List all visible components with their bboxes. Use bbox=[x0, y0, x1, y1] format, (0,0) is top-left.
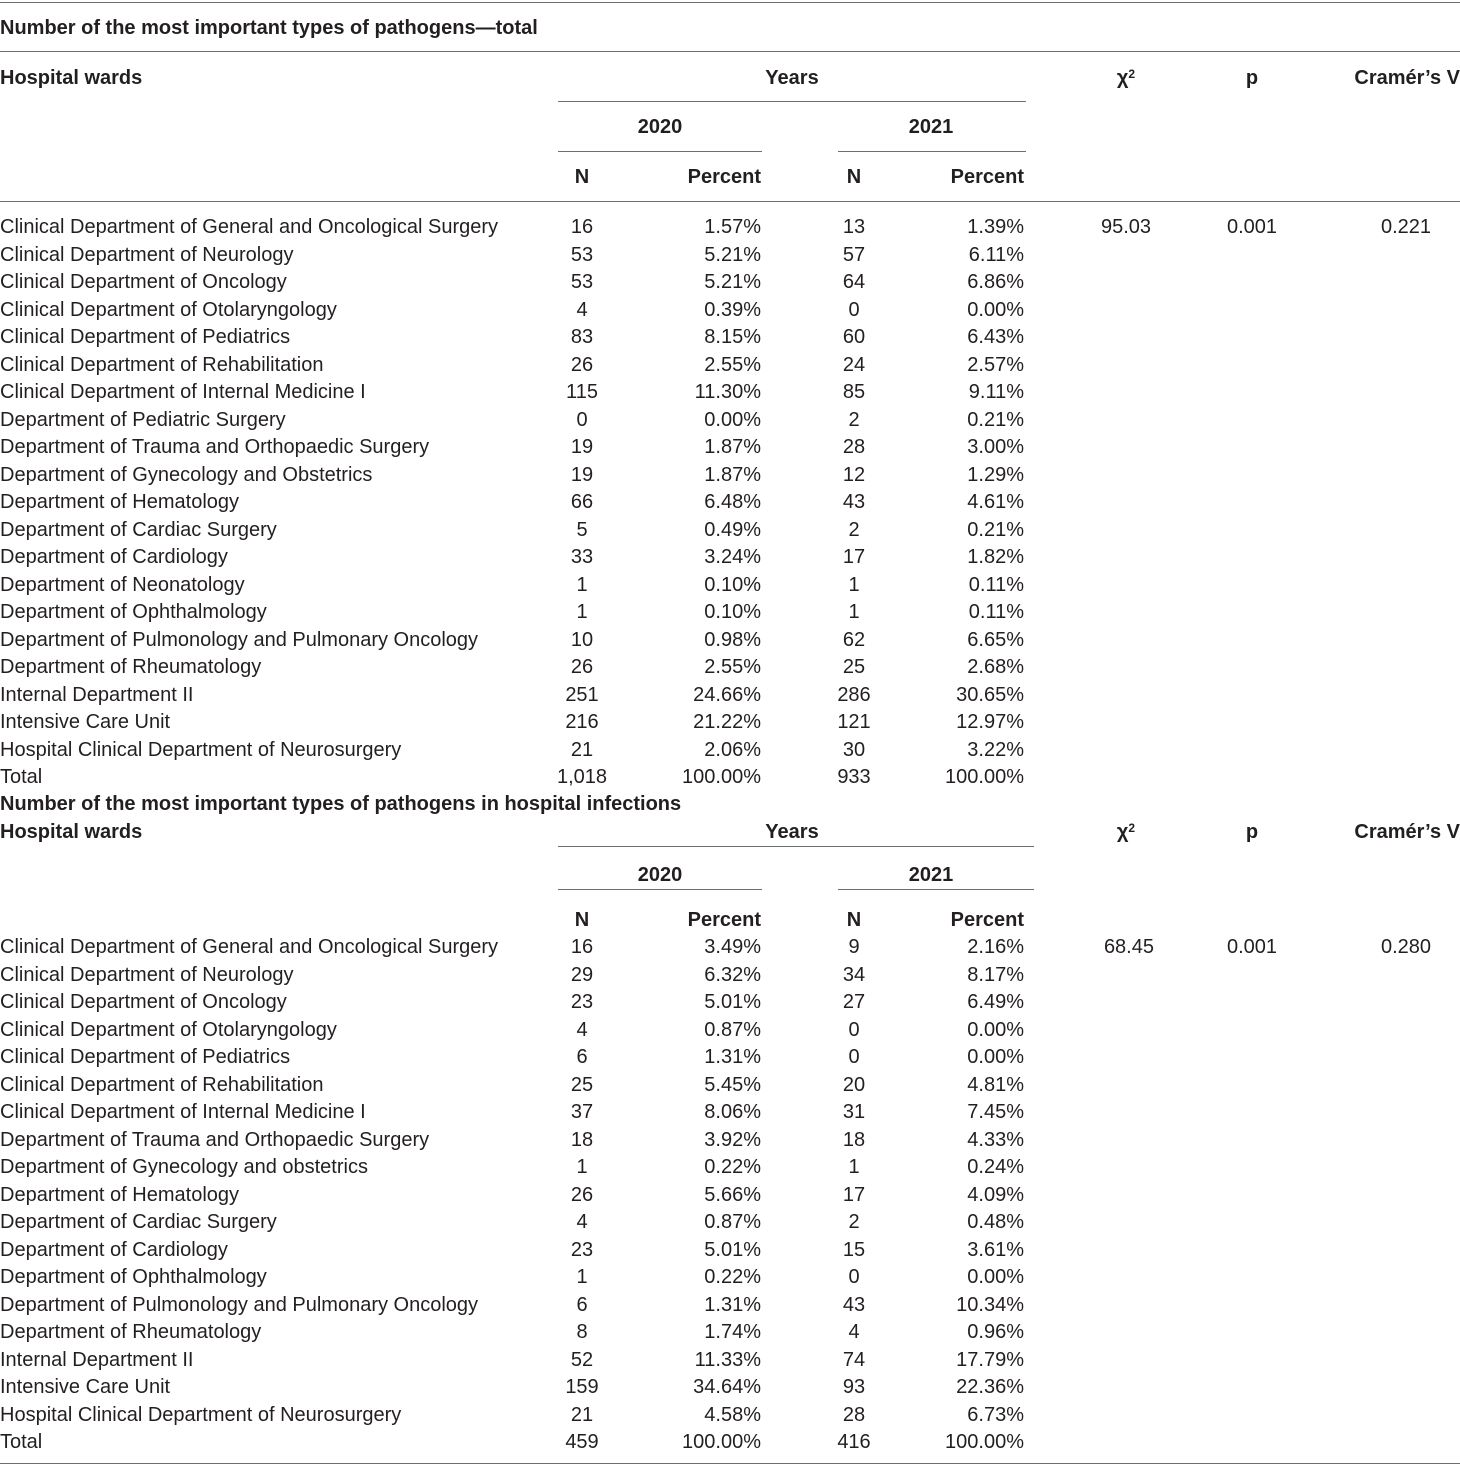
section-rule bbox=[0, 51, 1460, 52]
header-year-2020: 2020 bbox=[637, 864, 683, 886]
ward-name: Department of Pediatric Surgery bbox=[0, 408, 286, 431]
percent-2021: 8.17% bbox=[967, 963, 1024, 986]
n-2021: 1 bbox=[848, 573, 860, 596]
percent-2020: 1.31% bbox=[704, 1046, 761, 1068]
percent-2020: 5.66% bbox=[704, 1183, 761, 1206]
n-2021: 0 bbox=[848, 1266, 860, 1288]
percent-2021: 4.81% bbox=[967, 1073, 1024, 1096]
header-cramers-v: Cramér’s V bbox=[1354, 821, 1460, 843]
ward-name: Total bbox=[0, 766, 43, 788]
ward-name: Department of Hematology bbox=[0, 1183, 240, 1206]
percent-2020: 11.30% bbox=[694, 381, 761, 403]
header-years: Years bbox=[765, 67, 819, 89]
percent-2020: 0.10% bbox=[704, 601, 761, 623]
ward-name: Clinical Department of Internal Medicine I bbox=[0, 1101, 366, 1123]
n-2020: 216 bbox=[565, 711, 599, 733]
table-row bbox=[0, 710, 1460, 734]
n-2020: 1,018 bbox=[556, 766, 608, 788]
table-row bbox=[0, 545, 1460, 569]
percent-2021: 0.00% bbox=[967, 298, 1024, 321]
percent-2020: 2.55% bbox=[704, 656, 761, 678]
n-2021: 85 bbox=[842, 381, 866, 403]
p-value: 0.001 bbox=[1226, 936, 1278, 958]
n-2020: 4 bbox=[576, 298, 588, 321]
ward-name: Clinical Department of Pediatrics bbox=[0, 1046, 291, 1068]
ward-name: Clinical Department of Otolaryngology bbox=[0, 1018, 337, 1041]
ward-name: Department of Pulmonology and Pulmonary Oncology bbox=[0, 1293, 479, 1316]
ward-name: Internal Department II bbox=[0, 683, 194, 706]
ward-name: Department of Hematology bbox=[0, 491, 240, 513]
n-2020: 16 bbox=[570, 216, 594, 238]
percent-2021: 6.49% bbox=[967, 991, 1024, 1013]
n-2020: 83 bbox=[570, 326, 594, 348]
percent-2021: 7.45% bbox=[967, 1101, 1024, 1123]
n-2020: 33 bbox=[570, 546, 594, 568]
table-row bbox=[0, 628, 1460, 652]
header-chi-square: $\chi^2$ bbox=[1116, 67, 1136, 89]
percent-2021: 9.11% bbox=[968, 381, 1024, 403]
table-row bbox=[0, 490, 1460, 514]
percent-2021: 6.65% bbox=[967, 628, 1024, 651]
chi-square-value: 95.03 bbox=[1100, 216, 1152, 238]
percent-2020: 1.57% bbox=[704, 216, 761, 238]
total-row bbox=[0, 765, 1460, 789]
n-2020: 26 bbox=[570, 1183, 594, 1206]
percent-2021: 4.61% bbox=[967, 491, 1024, 513]
table-row bbox=[0, 1183, 1460, 1207]
year-2021-rule bbox=[838, 889, 1034, 890]
percent-2020: 100.00% bbox=[682, 766, 761, 788]
table-row bbox=[0, 1348, 1460, 1372]
total-row bbox=[0, 1430, 1460, 1454]
percent-2021: 0.24% bbox=[967, 1156, 1024, 1178]
percent-2020: 6.48% bbox=[704, 491, 761, 513]
year-2020-rule bbox=[558, 889, 762, 890]
table-row bbox=[0, 600, 1460, 624]
n-2020: 37 bbox=[570, 1101, 594, 1123]
p-value: 0.001 bbox=[1226, 216, 1278, 238]
ward-name: Department of Pulmonology and Pulmonary Oncology bbox=[0, 628, 479, 651]
n-2020: 1 bbox=[576, 1156, 588, 1178]
n-2021: 0 bbox=[848, 1046, 860, 1068]
percent-2020: 0.00% bbox=[704, 408, 761, 431]
n-2020: 4 bbox=[576, 1018, 588, 1041]
n-2021: 25 bbox=[842, 656, 866, 678]
n-2020: 251 bbox=[565, 683, 599, 706]
n-2021: 9 bbox=[848, 936, 860, 958]
n-2021: 13 bbox=[842, 216, 866, 238]
table-row bbox=[0, 1045, 1460, 1069]
table-row bbox=[0, 1293, 1460, 1317]
table-row bbox=[0, 1238, 1460, 1262]
n-2021: 20 bbox=[842, 1073, 866, 1096]
table-row bbox=[0, 573, 1460, 597]
percent-2021: 1.29% bbox=[967, 463, 1024, 486]
header-p: p bbox=[1245, 821, 1259, 843]
table-row bbox=[0, 1018, 1460, 1042]
ward-name: Intensive Care Unit bbox=[0, 1376, 171, 1398]
n-2020: 25 bbox=[570, 1073, 594, 1096]
percent-2021: 1.82% bbox=[967, 546, 1024, 568]
percent-2020: 0.39% bbox=[704, 298, 761, 321]
header-n-2021: N bbox=[846, 909, 862, 931]
n-2021: 286 bbox=[837, 683, 871, 706]
ward-name: Hospital Clinical Department of Neurosurgery bbox=[0, 738, 402, 761]
percent-2020: 0.87% bbox=[704, 1018, 761, 1041]
percent-2020: 2.55% bbox=[704, 353, 761, 376]
n-2020: 53 bbox=[570, 243, 594, 266]
percent-2020: 100.00% bbox=[682, 1431, 761, 1453]
table-row bbox=[0, 963, 1460, 987]
percent-2020: 1.87% bbox=[704, 436, 761, 458]
percent-2021: 4.09% bbox=[967, 1183, 1024, 1206]
percent-2020: 3.92% bbox=[704, 1128, 761, 1151]
n-2021: 31 bbox=[842, 1101, 866, 1123]
table-row bbox=[0, 298, 1460, 322]
percent-2021: 4.33% bbox=[967, 1128, 1024, 1151]
ward-name: Clinical Department of Pediatrics bbox=[0, 326, 291, 348]
n-2021: 933 bbox=[837, 766, 871, 788]
table-row bbox=[0, 518, 1460, 542]
header-n-2020: N bbox=[574, 166, 590, 188]
percent-2021: 6.43% bbox=[967, 326, 1024, 348]
n-2021: 0 bbox=[848, 1018, 860, 1041]
table-row bbox=[0, 935, 1460, 959]
percent-2021: 0.00% bbox=[967, 1018, 1024, 1041]
n-2020: 21 bbox=[570, 1403, 594, 1426]
percent-2020: 1.31% bbox=[704, 1293, 761, 1316]
years-rule bbox=[558, 846, 1034, 847]
header-percent-2021: Percent bbox=[950, 166, 1024, 188]
n-2020: 459 bbox=[565, 1431, 599, 1453]
ward-name: Department of Cardiac Surgery bbox=[0, 1211, 277, 1233]
section-title-total: Number of the most important types of pathogens—total bbox=[0, 17, 538, 39]
percent-2020: 1.74% bbox=[704, 1321, 761, 1343]
n-2021: 12 bbox=[842, 463, 866, 486]
n-2020: 66 bbox=[570, 491, 594, 513]
table-row bbox=[0, 1375, 1460, 1399]
table-row bbox=[0, 1265, 1460, 1289]
n-2021: 60 bbox=[842, 326, 866, 348]
ward-name: Department of Neonatology bbox=[0, 573, 245, 596]
n-2021: 93 bbox=[842, 1376, 866, 1398]
percent-2020: 2.06% bbox=[704, 738, 761, 761]
header-year-2020: 2020 bbox=[637, 116, 683, 138]
n-2020: 1 bbox=[576, 1266, 588, 1288]
percent-2020: 4.58% bbox=[704, 1403, 761, 1426]
n-2020: 23 bbox=[570, 1238, 594, 1261]
n-2021: 24 bbox=[842, 353, 866, 376]
ward-name: Clinical Department of Oncology bbox=[0, 991, 287, 1013]
ward-name: Clinical Department of Internal Medicine I bbox=[0, 381, 366, 403]
percent-2021: 6.11% bbox=[968, 243, 1024, 266]
ward-name: Clinical Department of Rehabilitation bbox=[0, 1073, 324, 1096]
header-chi-square: $\chi^2$ bbox=[1116, 821, 1136, 843]
n-2021: 17 bbox=[842, 1183, 866, 1206]
percent-2021: 1.39% bbox=[967, 216, 1024, 238]
n-2021: 2 bbox=[848, 518, 860, 541]
n-2021: 43 bbox=[842, 491, 866, 513]
n-2020: 8 bbox=[576, 1321, 588, 1343]
table-top-rule bbox=[0, 2, 1460, 3]
n-2020: 0 bbox=[576, 408, 588, 431]
n-2020: 29 bbox=[570, 963, 594, 986]
percent-2020: 8.15% bbox=[704, 326, 761, 348]
n-2021: 57 bbox=[842, 243, 866, 266]
n-2021: 28 bbox=[842, 1403, 866, 1426]
n-2021: 64 bbox=[842, 271, 866, 293]
percent-2021: 2.16% bbox=[967, 936, 1024, 958]
percent-2021: 0.21% bbox=[967, 408, 1024, 431]
n-2020: 159 bbox=[565, 1376, 599, 1398]
n-2020: 1 bbox=[576, 573, 588, 596]
n-2020: 53 bbox=[570, 271, 594, 293]
table-row bbox=[0, 1128, 1460, 1152]
percent-2021: 0.21% bbox=[967, 518, 1024, 541]
header-hospital-wards: Hospital wards bbox=[0, 67, 143, 89]
n-2020: 4 bbox=[576, 1211, 588, 1233]
table-row bbox=[0, 1320, 1460, 1344]
n-2021: 1 bbox=[848, 601, 860, 623]
n-2020: 115 bbox=[566, 381, 598, 403]
percent-2020: 8.06% bbox=[704, 1101, 761, 1123]
percent-2020: 5.45% bbox=[704, 1073, 761, 1096]
table-row bbox=[0, 655, 1460, 679]
ward-name: Department of Cardiology bbox=[0, 546, 228, 568]
cramers-v-value: 0.280 bbox=[1380, 936, 1432, 958]
n-2020: 5 bbox=[576, 518, 588, 541]
ward-name: Clinical Department of Rehabilitation bbox=[0, 353, 324, 376]
percent-2021: 17.79% bbox=[956, 1348, 1024, 1371]
header-n-2020: N bbox=[574, 909, 590, 931]
percent-2020: 1.87% bbox=[704, 463, 761, 486]
percent-2021: 6.73% bbox=[967, 1403, 1024, 1426]
years-rule bbox=[558, 101, 1026, 102]
percent-2020: 0.22% bbox=[704, 1266, 761, 1288]
table-row bbox=[0, 325, 1460, 349]
n-2020: 21 bbox=[570, 738, 594, 761]
percent-2021: 10.34% bbox=[956, 1293, 1024, 1316]
percent-2020: 0.49% bbox=[704, 518, 761, 541]
percent-2020: 11.33% bbox=[694, 1348, 761, 1371]
header-bottom-rule bbox=[0, 201, 1460, 202]
table-row bbox=[0, 243, 1460, 267]
n-2020: 19 bbox=[570, 463, 594, 486]
percent-2021: 0.00% bbox=[967, 1266, 1024, 1288]
table-row bbox=[0, 1155, 1460, 1179]
header-year-2021: 2021 bbox=[908, 116, 954, 138]
percent-2021: 0.11% bbox=[968, 601, 1024, 623]
table-bottom-rule bbox=[0, 1463, 1460, 1464]
header-percent-2020: Percent bbox=[687, 166, 761, 188]
percent-2020: 0.87% bbox=[704, 1211, 761, 1233]
n-2021: 34 bbox=[842, 963, 866, 986]
n-2021: 30 bbox=[842, 738, 866, 761]
ward-name: Department of Cardiology bbox=[0, 1238, 228, 1261]
percent-2021: 0.11% bbox=[968, 573, 1024, 596]
ward-name: Department of Trauma and Orthopaedic Surgery bbox=[0, 436, 430, 458]
n-2021: 18 bbox=[842, 1128, 866, 1151]
percent-2021: 3.61% bbox=[967, 1238, 1024, 1261]
percent-2020: 0.98% bbox=[704, 628, 761, 651]
n-2020: 26 bbox=[570, 353, 594, 376]
table-row bbox=[0, 1403, 1460, 1427]
ward-name: Department of Rheumatology bbox=[0, 656, 262, 678]
table-row bbox=[0, 408, 1460, 432]
n-2021: 4 bbox=[848, 1321, 860, 1343]
n-2020: 26 bbox=[570, 656, 594, 678]
ward-name: Intensive Care Unit bbox=[0, 711, 171, 733]
percent-2020: 24.66% bbox=[693, 683, 761, 706]
table-row bbox=[0, 435, 1460, 459]
table-row bbox=[0, 738, 1460, 762]
n-2020: 6 bbox=[576, 1046, 588, 1068]
header-hospital-wards: Hospital wards bbox=[0, 821, 143, 843]
n-2020: 23 bbox=[570, 991, 594, 1013]
header-year-2021: 2021 bbox=[908, 864, 954, 886]
ward-name: Department of Ophthalmology bbox=[0, 1266, 267, 1288]
n-2020: 52 bbox=[570, 1348, 594, 1371]
ward-name: Department of Cardiac Surgery bbox=[0, 518, 277, 541]
n-2021: 416 bbox=[837, 1431, 871, 1453]
n-2020: 19 bbox=[570, 436, 594, 458]
percent-2020: 3.24% bbox=[704, 546, 761, 568]
ward-name: Clinical Department of Neurology bbox=[0, 963, 294, 986]
ward-name: Clinical Department of Otolaryngology bbox=[0, 298, 337, 321]
ward-name: Department of Gynecology and obstetrics bbox=[0, 1156, 368, 1178]
chi-square-value: 68.45 bbox=[1103, 936, 1154, 958]
percent-2020: 5.21% bbox=[704, 243, 761, 266]
ward-name: Internal Department II bbox=[0, 1348, 194, 1371]
percent-2020: 21.22% bbox=[693, 711, 761, 733]
header-percent-2021: Percent bbox=[950, 909, 1024, 931]
n-2020: 16 bbox=[570, 936, 594, 958]
table-row bbox=[0, 215, 1460, 239]
n-2021: 0 bbox=[848, 298, 860, 321]
ward-name: Clinical Department of General and Oncological Surgery bbox=[0, 936, 499, 958]
table-row bbox=[0, 1073, 1460, 1097]
table-row bbox=[0, 270, 1460, 294]
percent-2020: 6.32% bbox=[704, 963, 761, 986]
ward-name: Department of Ophthalmology bbox=[0, 601, 267, 623]
header-percent-2020: Percent bbox=[687, 909, 761, 931]
header-cramers-v: Cramér’s V bbox=[1354, 67, 1460, 89]
ward-name: Department of Gynecology and Obstetrics bbox=[0, 463, 373, 486]
percent-2021: 2.68% bbox=[967, 656, 1024, 678]
n-2021: 17 bbox=[842, 546, 866, 568]
percent-2021: 0.96% bbox=[967, 1321, 1024, 1343]
table-row bbox=[0, 683, 1460, 707]
table-row bbox=[0, 463, 1460, 487]
percent-2020: 34.64% bbox=[693, 1376, 761, 1398]
n-2020: 18 bbox=[570, 1128, 594, 1151]
percent-2021: 2.57% bbox=[967, 353, 1024, 376]
n-2021: 28 bbox=[842, 436, 866, 458]
ward-name: Clinical Department of General and Oncological Surgery bbox=[0, 216, 499, 238]
header-n-2021: N bbox=[846, 166, 862, 188]
n-2021: 74 bbox=[842, 1348, 866, 1371]
header-years: Years bbox=[765, 821, 819, 843]
table-row bbox=[0, 1100, 1460, 1124]
cramers-v-value: 0.221 bbox=[1380, 216, 1432, 238]
n-2021: 121 bbox=[837, 711, 871, 733]
percent-2021: 3.22% bbox=[967, 738, 1024, 761]
ward-name: Clinical Department of Oncology bbox=[0, 271, 287, 293]
n-2021: 2 bbox=[848, 1211, 860, 1233]
n-2021: 62 bbox=[842, 628, 866, 651]
percent-2020: 5.01% bbox=[704, 1238, 761, 1261]
n-2020: 10 bbox=[570, 628, 594, 651]
ward-name: Department of Rheumatology bbox=[0, 1321, 262, 1343]
header-p: p bbox=[1245, 67, 1259, 89]
n-2020: 6 bbox=[576, 1293, 588, 1316]
percent-2020: 0.10% bbox=[704, 573, 761, 596]
table-row bbox=[0, 380, 1460, 404]
year-2020-rule bbox=[558, 151, 762, 152]
ward-name: Total bbox=[0, 1431, 43, 1453]
ward-name: Clinical Department of Neurology bbox=[0, 243, 294, 266]
percent-2020: 5.01% bbox=[704, 991, 761, 1013]
n-2021: 27 bbox=[842, 991, 866, 1013]
percent-2021: 0.00% bbox=[967, 1046, 1024, 1068]
table-row bbox=[0, 990, 1460, 1014]
percent-2021: 0.48% bbox=[967, 1211, 1024, 1233]
percent-2021: 12.97% bbox=[956, 711, 1024, 733]
percent-2021: 6.86% bbox=[967, 271, 1024, 293]
n-2021: 43 bbox=[842, 1293, 866, 1316]
percent-2020: 3.49% bbox=[704, 936, 761, 958]
percent-2021: 100.00% bbox=[945, 1431, 1024, 1453]
n-2021: 2 bbox=[848, 408, 860, 431]
ward-name: Hospital Clinical Department of Neurosurgery bbox=[0, 1403, 402, 1426]
n-2021: 1 bbox=[848, 1156, 860, 1178]
ward-name: Department of Trauma and Orthopaedic Surgery bbox=[0, 1128, 430, 1151]
section-title-hospital-infections: Number of the most important types of pathogens in hospital infections bbox=[0, 793, 682, 815]
percent-2020: 0.22% bbox=[704, 1156, 761, 1178]
percent-2020: 5.21% bbox=[704, 271, 761, 293]
n-2021: 15 bbox=[842, 1238, 866, 1261]
percent-2021: 22.36% bbox=[956, 1376, 1024, 1398]
percent-2021: 30.65% bbox=[956, 683, 1024, 706]
n-2020: 1 bbox=[576, 601, 588, 623]
table-row bbox=[0, 1210, 1460, 1234]
year-2021-rule bbox=[838, 151, 1026, 152]
table-row bbox=[0, 353, 1460, 377]
percent-2021: 100.00% bbox=[945, 766, 1024, 788]
percent-2021: 3.00% bbox=[967, 436, 1024, 458]
